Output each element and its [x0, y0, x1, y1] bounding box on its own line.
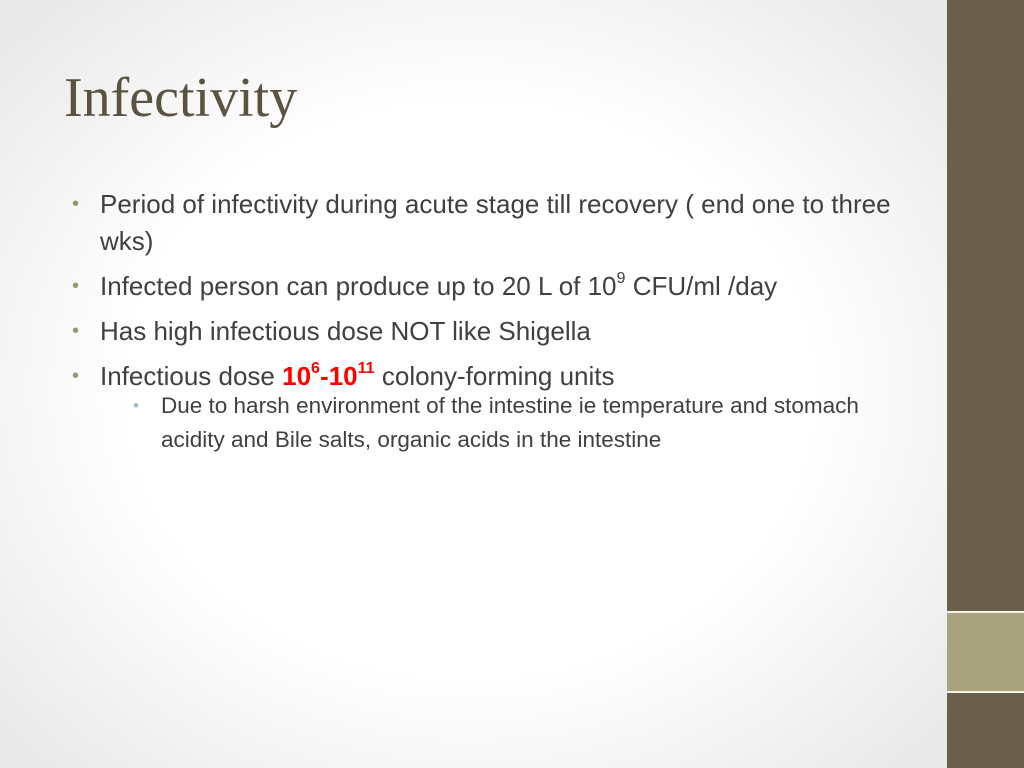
- bullet-text: Infected person can produce up to 20 L of 10: [100, 271, 617, 301]
- dose-dash: -: [320, 361, 329, 391]
- side-accent-block: [947, 613, 1024, 691]
- dose-base-low: 10: [282, 361, 312, 391]
- bullet-dot-icon: •: [72, 275, 80, 297]
- sub-bullet-harsh-environment: [133, 389, 892, 457]
- bullet-dot-icon: •: [72, 365, 80, 387]
- side-divider-bottom: [947, 691, 1024, 693]
- bullet-dot-icon: •: [72, 320, 80, 342]
- bullet-infectivity-period: [72, 186, 892, 260]
- bullet-list: [72, 186, 892, 465]
- dose-range: [282, 358, 375, 391]
- bullet-shedding: [72, 268, 892, 305]
- sub-bullet-dot-icon: •: [133, 396, 139, 415]
- bullet-text-continued: colony-forming units: [374, 361, 615, 391]
- dose-exponent-high: 11: [357, 358, 375, 377]
- sub-bullet-text: Due to harsh environment of the intestine ie temperature and stomach acidity and Bile salts, organic acids in the intestine: [161, 393, 859, 452]
- bullet-infectious-dose: [72, 358, 892, 457]
- bullet-high-dose: [72, 313, 892, 350]
- dose-exponent-low: 6: [311, 358, 321, 377]
- bullet-text: Has high infectious dose NOT like Shigella: [100, 316, 591, 346]
- sub-bullet-list: [100, 389, 892, 457]
- dose-base-high: 10: [328, 361, 358, 391]
- bullet-dot-icon: •: [72, 193, 80, 215]
- bullet-text-continued: CFU/ml /day: [625, 271, 778, 301]
- bullet-text: Period of infectivity during acute stage till recovery ( end one to three wks): [100, 189, 891, 256]
- bullet-text: Infectious dose: [100, 361, 283, 391]
- exponent: 9: [616, 268, 626, 287]
- slide-title: Infectivity: [64, 67, 298, 129]
